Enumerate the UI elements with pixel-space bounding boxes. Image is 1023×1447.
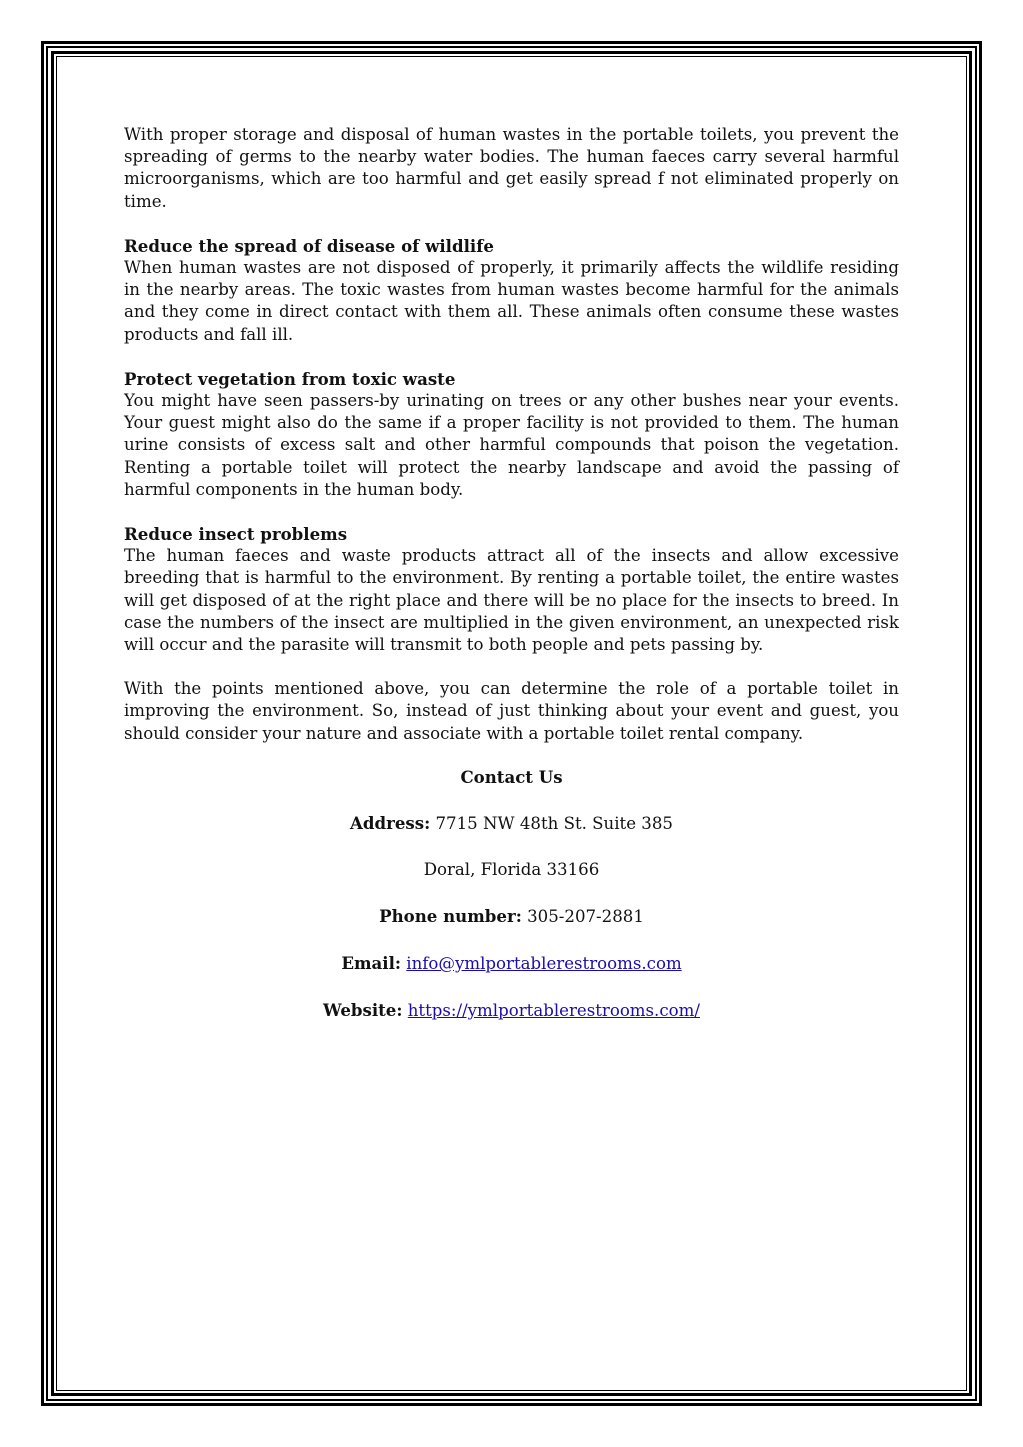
email-line bbox=[124, 952, 899, 975]
insect-paragraph: The human faeces and waste products attract all of the insects and allow excessive breeding that is harmful to the environment. By renting a portable toilet, the entire wastes will get disposed of at the right place and there will be no place for the insects to breed. In case the numbers of the insect are multiplied in the given environment, an unexpected risk will occur and the parasite will transmit to both people and pets passing by. bbox=[124, 546, 899, 655]
phone-label: Phone number: bbox=[379, 906, 522, 926]
email-label: Email: bbox=[341, 953, 402, 973]
conclusion-paragraph: With the points mentioned above, you can determine the role of a portable toilet in improving the environment. So, instead of just thinking about your event and guest, you should consider your nature and associate with a portable toilet rental company. bbox=[124, 679, 899, 743]
address-label: Address: bbox=[350, 813, 431, 833]
contact-title: Contact Us bbox=[460, 767, 563, 787]
document-body bbox=[124, 124, 899, 767]
phone-value: 305-207-2881 bbox=[521, 907, 644, 926]
address-value: 7715 NW 48th St. Suite 385 bbox=[430, 814, 673, 833]
website-line bbox=[124, 999, 899, 1022]
wildlife-heading: Reduce the spread of disease of wildlife bbox=[124, 235, 494, 256]
wildlife-paragraph: When human wastes are not disposed of properly, it primarily affects the wildlife residing in the nearby areas. The toxic wastes from human wastes become harmful for the animals and they come in direct contact with them all. These animals often consume these wastes products and fall ill. bbox=[124, 258, 899, 344]
website-link[interactable]: https://ymlportablerestrooms.com/ bbox=[407, 1001, 700, 1020]
phone-line bbox=[124, 905, 899, 928]
insect-heading: Reduce insect problems bbox=[124, 524, 348, 545]
intro-paragraph: With proper storage and disposal of human wastes in the portable toilets, you prevent the spreading of germs to the nearby water bodies. The human faeces carry several harmful microorganisms, which are too harmful and get easily spread f not eliminated properly on time. bbox=[124, 125, 899, 211]
vegetation-paragraph: You might have seen passers-by urinating on trees or any other bushes near your events. Your guest might also do the same if a proper facility is not provided to them. The human urine consists of excess salt and other harmful compounds that poison the vegetation. Renting a portable toilet will protect the nearby landscape and avoid the passing of harmful components in the human body. bbox=[124, 391, 899, 499]
contact-section bbox=[124, 766, 899, 1046]
website-label: Website: bbox=[323, 1000, 403, 1020]
email-link[interactable]: info@ymlportablerestrooms.com bbox=[406, 954, 682, 973]
address-city-line: Doral, Florida 33166 bbox=[423, 860, 600, 879]
address-line bbox=[124, 812, 899, 835]
vegetation-heading: Protect vegetation from toxic waste bbox=[124, 368, 456, 389]
